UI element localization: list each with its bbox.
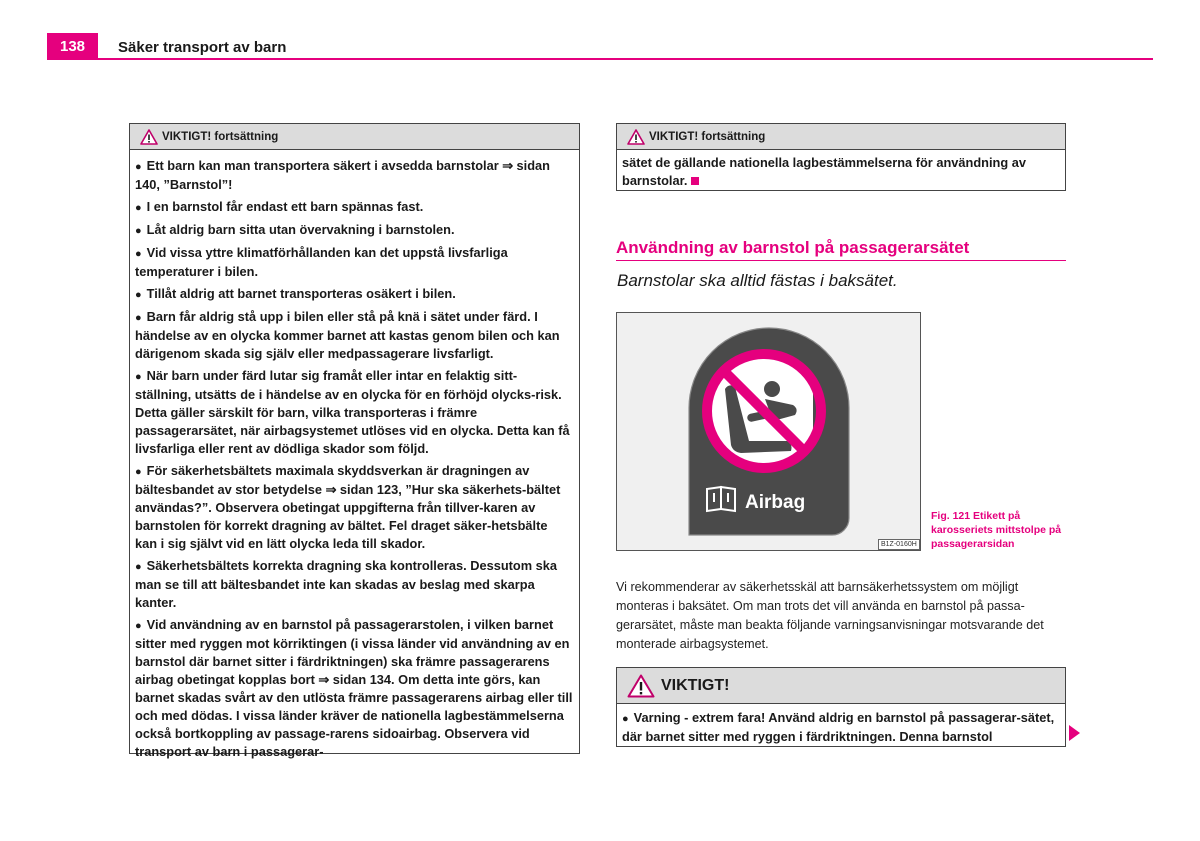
list-item: ● När barn under färd lutar sig framåt eller intar en felaktig sitt-ställning, utsätts de i händelse av en olycka för en förhöjd olycks-risk. Detta gäller särskilt för barn, vilka transporteras i främre passagerarsätet, när airbagsystemet utlöses vid en olycka. Detta kan få livsfarliga eller rent av dödliga skador som följd.	[135, 368, 570, 456]
warning-box-header	[617, 668, 1065, 704]
warning-text-block	[622, 154, 1059, 190]
warning-box-continued-left	[129, 123, 580, 759]
body-paragraph: Vi rekommenderar av säkerhetsskäl att barnsäkerhetssystem om möjligt monteras i baksätet. Om man trots det vill använda en barnstol på passa-gerarsätet, måste man beakta följande varningsanvisningar motsvarande det monterade airbagsystemet.	[616, 580, 1044, 651]
list-item: ● Tillåt aldrig att barnet transporteras osäkert i bilen.	[135, 286, 456, 301]
list-item: ● Vid vissa yttre klimatförhållanden kan det uppstå livsfarliga temperaturer i bilen.	[135, 245, 508, 279]
warning-body	[617, 704, 1065, 746]
warning-body	[617, 150, 1065, 190]
no-rear-facing-child-seat-icon	[704, 351, 827, 471]
list-item: ● Vid användning av en barnstol på passagerarstolen, i vilken barnet sitter med ryggen mot körriktingen (i vissa länder vid användning av en barnstol där barnet sitter i färdriktningen) ska främre passagerarens airbag obetingat kopplas bort ⇒ sidan 134. Om detta inte görs, kan barnet skadas svårt av den utlösta främre passagerarens airbag eller till och med dödas. I vissa länder kräver de nationella lagbestämmelserna också bortkoppling av passage-rarens sidoairbag. Observera vid transport av barn i passagerar-	[135, 617, 573, 759]
warning-box-header	[130, 124, 579, 150]
warning-heading: VIKTIGT!	[661, 676, 730, 694]
continue-arrow-icon	[1069, 725, 1080, 741]
page-number: 138	[47, 33, 98, 60]
chapter-title: Säker transport av barn	[118, 39, 287, 56]
list-item: ● Varning - extrem fara! Använd aldrig en barnstol på passagerar-sätet, där barnet sitter med ryggen i färdriktningen. Denna barnstol	[622, 710, 1055, 744]
figure-airbag-label	[616, 312, 921, 551]
end-of-section-icon	[691, 177, 699, 185]
airbag-warning-sign	[617, 313, 922, 552]
warning-triangle-icon	[140, 129, 158, 145]
figure-caption: Fig. 121 Etikett på karosseriets mittstolpe på passagerarsidan	[931, 510, 1062, 550]
warning-triangle-icon	[627, 129, 645, 145]
list-item: ● I en barnstol får endast ett barn spännas fast.	[135, 199, 424, 214]
section-rule	[616, 260, 1066, 261]
section-heading: Användning av barnstol på passagerarsätet	[616, 238, 970, 257]
warning-box-header	[617, 124, 1065, 150]
list-item: ● Barn får aldrig stå upp i bilen eller stå på knä i sätet under färd. I händelse av en olycka kommer barnet att kastas genom bilen och kan därigenom skada sig själv eller medpassagerare livsfarligt.	[135, 309, 560, 361]
figure-code: B1Z-0160H	[878, 539, 920, 550]
warning-body	[130, 150, 579, 761]
warning-triangle-icon	[627, 674, 655, 698]
warning-text: sätet de gällande nationella lagbestämmelserna för användning av barnstolar.	[622, 155, 1026, 188]
header-rule	[47, 58, 1153, 60]
list-item: ● Låt aldrig barn sitta utan övervakning i barnstolen.	[135, 222, 455, 237]
list-item: ● Ett barn kan man transportera säkert i avsedda barnstolar ⇒ sidan 140, ”Barnstol”!	[135, 158, 550, 192]
warning-heading: VIKTIGT! fortsättning	[162, 130, 279, 143]
list-item: ● Säkerhetsbältets korrekta dragning ska kontrolleras. Dessutom ska man se till att bältesbandet inte kan skadas av beslag med skarpa kanter.	[135, 558, 558, 610]
airbag-label-text: Airbag	[745, 492, 806, 513]
warning-heading: VIKTIGT! fortsättning	[649, 130, 766, 143]
warning-box	[616, 667, 1066, 747]
list-item: ● För säkerhetsbältets maximala skyddsverkan är dragningen av bältesbandet av stor betydelse ⇒ sidan 123, ”Hur ska säkerhets-bältet användas?”. Observera obetingat uppgifterna från tillver-karen av barnstolen för korrekt dragning av bältet. Fel draget säker-hetsbälte kan i sig självt vid en lätt olycka leda till skador.	[135, 463, 561, 551]
section-subtitle: Barnstolar ska alltid fästas i baksätet.	[617, 271, 898, 290]
warning-box-continued-right	[616, 123, 1066, 191]
